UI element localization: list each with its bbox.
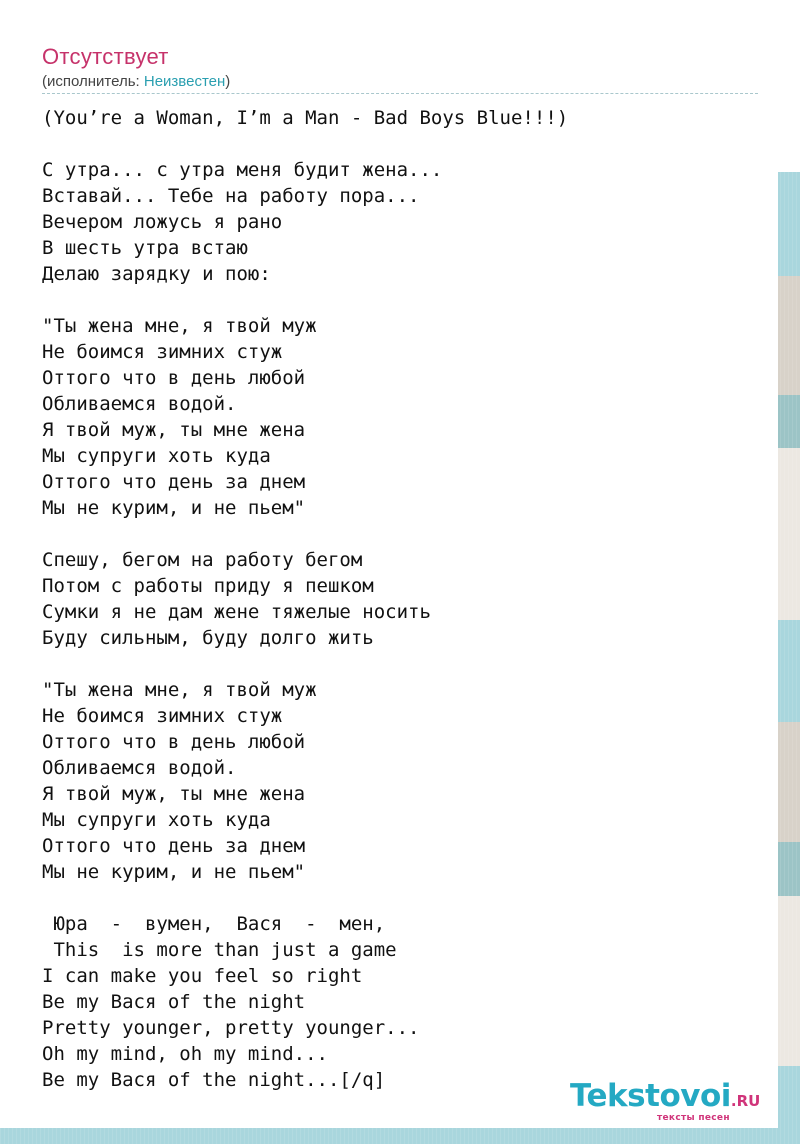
artist-line bbox=[42, 73, 230, 90]
title-divider bbox=[42, 93, 758, 94]
artist-link[interactable]: Неизвестен bbox=[143, 73, 226, 90]
lyrics-text: (You’re a Woman, I’m a Man - Bad Boys Blue!!!) С утра... с утра меня будит жена... Вставай... Тебе на работу пора... Вечером ложусь я рано В шесть утра встаю Делаю зарядку и пою: "Ты жена мне, я твой муж Не боимся зимних стуж Оттого что в день любой Обливаемся водой. Я твой муж, ты мне жена Мы супруги хоть куда Оттого что день за днем Мы не курим, и не пьем" Спешу, бегом на работу бегом Потом с работы приду я пешком Сумки я не дам жене тяжелые носить Буду сильным, буду долго жить "Ты жена мне, я твой муж Не боимся зимних стуж Оттого что в день любой Обливаемся водой. Я твой муж, ты мне жена Мы супруги хоть куда Оттого что день за днем Мы не курим, и не пьем" Юра - вумен, Вася - мен, This is more than just a game I can make you feel so right Be my Вася of the night Pretty younger, pretty younger... Oh my mind, oh my mind... Be my Вася of the night...[/q] bbox=[42, 107, 569, 1091]
site-logo[interactable] bbox=[570, 1078, 760, 1114]
logo-tld: .RU bbox=[730, 1092, 761, 1110]
logo-name: Tekstovoi bbox=[570, 1078, 731, 1114]
logo-tagline: тексты песен bbox=[657, 1113, 730, 1123]
artist-suffix: ) bbox=[225, 73, 231, 90]
artist-prefix: (исполнитель: bbox=[42, 73, 144, 90]
song-title: Отсутствует bbox=[42, 44, 169, 69]
